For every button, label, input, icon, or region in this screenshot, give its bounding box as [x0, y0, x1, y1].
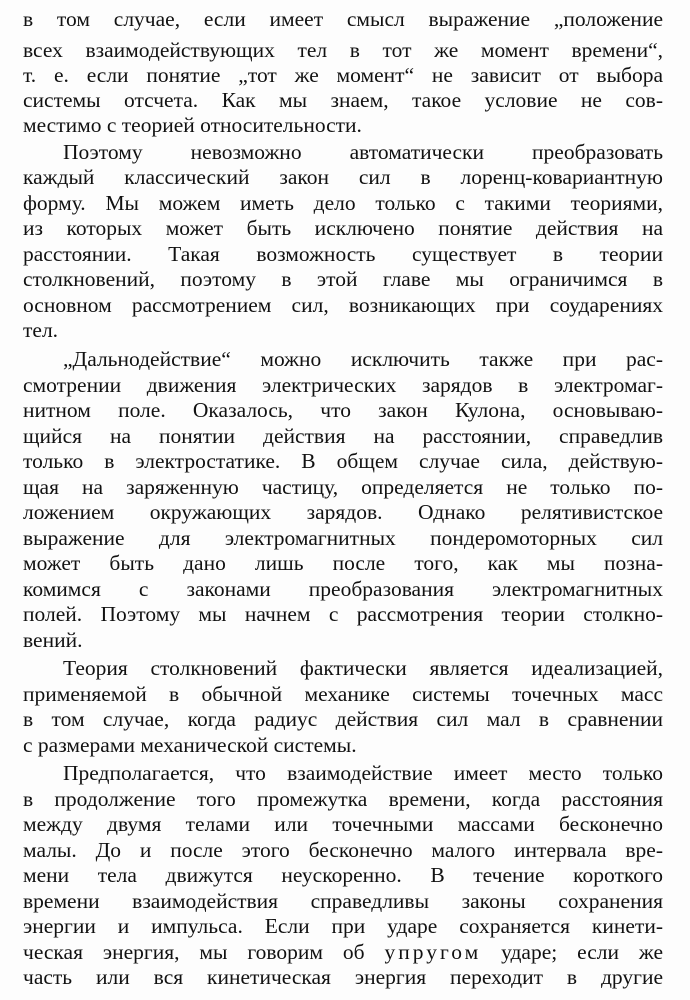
- text-line: в том случае, когда радиус действия сил мал в сравнении: [23, 707, 663, 731]
- emphasized-term: упругом: [384, 940, 482, 964]
- paragraph-first-line: Поэтому невозможно автоматически преобразовать: [63, 140, 663, 164]
- text-line: энергии и импульса. Если при ударе сохраняется кинети-: [23, 914, 663, 938]
- text-line: т. е. если понятие „тот же момент“ не зависит от выбора: [23, 63, 663, 87]
- text-line: тел.: [23, 318, 59, 342]
- text-line: может быть дано лишь после того, как мы позна-: [23, 551, 663, 575]
- text-line: каждый классический закон сил в лоренц-ковариантную: [23, 165, 663, 189]
- text-line: основном рассмотрением сил, возникающих при соударениях: [23, 293, 663, 317]
- text-line: всех взаимодействующих тел в тот же момент времени“,: [23, 38, 663, 62]
- text-line: мени тела движутся неускоренно. В течение короткого: [23, 863, 663, 887]
- text-line: малы. До и после этого бесконечно малого интервала вре-: [23, 838, 663, 862]
- text-line: только в электростатике. В общем случае сила, действую-: [23, 449, 663, 473]
- text-line: нитном поле. Оказалось, что закон Кулона, основываю-: [23, 398, 663, 422]
- text-line: в том случае, если имеет смысл выражение „положение: [23, 7, 663, 31]
- paragraph-first-line: „Дальнодействие“ можно исключить также при рас-: [63, 347, 663, 371]
- text-line: ложением окружающих зарядов. Однако релятивистское: [23, 500, 663, 524]
- text-line: времени взаимодействия справедливы законы сохранения: [23, 889, 663, 913]
- text-line: с размерами механической системы.: [23, 733, 357, 757]
- text-line: щийся на понятии действия на расстоянии, справедлив: [23, 424, 663, 448]
- text-line: расстоянии. Такая возможность существует в теории: [23, 242, 663, 266]
- text-line: в продолжение того промежутка времени, когда расстояния: [23, 787, 663, 811]
- paragraph-first-line: Предполагается, что взаимодействие имеет место только: [63, 761, 663, 785]
- text-line: форму. Мы можем иметь дело только с такими теориями,: [23, 191, 663, 215]
- text-fragment: ударе; если же: [501, 940, 663, 964]
- text-line: между двумя телами или точечными массами бесконечно: [23, 812, 663, 836]
- text-line: смотрении движения электрических зарядов в электромаг-: [23, 373, 663, 397]
- text-line: полей. Поэтому мы начнем с рассмотрения теории столкно-: [23, 602, 663, 626]
- text-line: часть или вся кинетическая энергия переходит в другие: [23, 965, 663, 989]
- paragraph-first-line: Теория столкновений фактически является идеализацией,: [63, 656, 663, 680]
- text-line: из которых может быть исключено понятие действия на: [23, 216, 663, 240]
- text-line: местимо с теорией относительности.: [23, 113, 362, 137]
- text-line: комимся с законами преобразования электромагнитных: [23, 577, 663, 601]
- text-fragment: ческая энергия, мы говорим об: [23, 940, 365, 964]
- text-line: вений.: [23, 628, 83, 652]
- text-line: выражение для электромагнитных пондеромоторных сил: [23, 526, 663, 550]
- text-line: щая на заряженную частицу, определяется не только по-: [23, 475, 663, 499]
- text-line: столкновений, поэтому в этой главе мы ограничимся в: [23, 267, 663, 291]
- text-line-with-emphasis: [23, 939, 663, 965]
- text-line: системы отсчета. Как мы знаем, такое условие не сов-: [23, 88, 663, 112]
- text-line: применяемой в обычной механике системы точечных масс: [23, 682, 663, 706]
